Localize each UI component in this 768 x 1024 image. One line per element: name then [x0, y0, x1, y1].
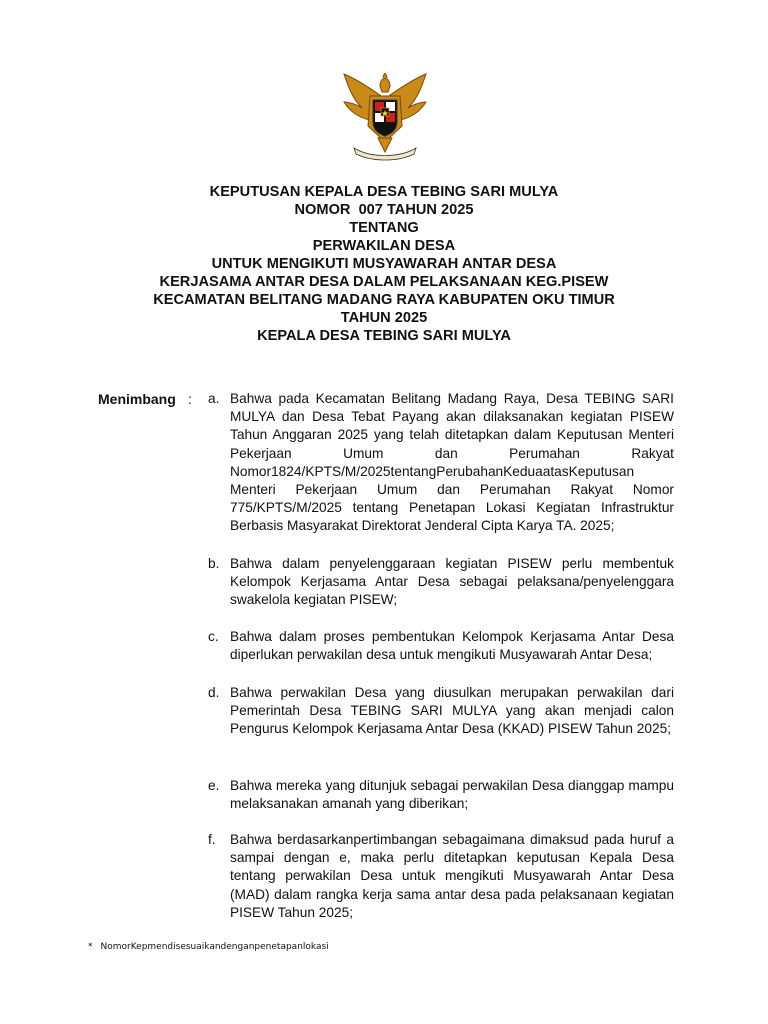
heading-line: PERWAKILAN DESA — [312, 238, 456, 254]
item-text: Bahwa pada Kecamatan Belitang Madang Raya, Desa TEBING SARI MULYA dan Desa Tebat Payang akan dilaksanakan kegiatan PISEW Tahun Anggaran 2025 yang telah ditetapkan dalam Keputusan Menteri Pekerjaan Umum dan Perumahan Rakyat Nomor1824/KPTS/M/2025tentangPerubahanKeduaatasKeputusan Menteri Pekerjaan Umum dan Perumahan Rakyat Nomor 775/KPTS/M/2025 tentang Penetapan Lokasi Kegiatan Infrastruktur Berbasis Masyarakat Direktorat Jenderal Cipta Karya TA. 2025; — [230, 391, 674, 534]
item-letter: a. — [208, 391, 220, 406]
item-text: Bahwa dalam penyelenggaraan kegiatan PISEW perlu membentuk Kelompok Kerjasama Antar Desa sebagai pelaksana/penyelenggara swakelola kegiatan PISEW; — [230, 556, 674, 608]
item-letter: c. — [208, 629, 219, 644]
heading-line: KEPUTUSAN KEPALA DESA TEBING SARI MULYA — [209, 184, 559, 200]
consideration-item-d — [208, 684, 674, 739]
footnote-bullet: * — [88, 942, 93, 952]
menimbang-colon: : — [188, 391, 192, 407]
menimbang-label: Menimbang — [98, 391, 176, 407]
heading-line: TENTANG — [349, 220, 419, 236]
heading-line: KERJASAMA ANTAR DESA DALAM PELAKSANAAN KEG.PISEW — [159, 274, 609, 290]
footnote-text: NomorKepmendisesuaikandenganpenetapanlokasi — [100, 942, 329, 952]
consideration-item-f — [208, 831, 674, 922]
heading-line: KECAMATAN BELITANG MADANG RAYA KABUPATEN OKU TIMUR — [153, 292, 615, 308]
heading-line: KEPALA DESA TEBING SARI MULYA — [257, 328, 511, 344]
footnote — [88, 942, 329, 952]
item-letter: f. — [208, 832, 216, 847]
item-letter: b. — [208, 556, 220, 571]
heading-line: NOMOR 007 TAHUN 2025 — [294, 202, 474, 218]
consideration-item-a — [208, 390, 674, 536]
heading-line: UNTUK MENGIKUTI MUSYAWARAH ANTAR DESA — [211, 256, 557, 272]
item-text: Bahwa perwakilan Desa yang diusulkan merupakan perwakilan dari Pemerintah Desa TEBING SARI MULYA yang akan menjadi calon Pengurus Kelompok Kerjasama Antar Desa (KKAD) PISEW Tahun 2025; — [230, 685, 674, 737]
item-letter: e. — [208, 778, 220, 793]
item-text: Bahwa mereka yang ditunjuk sebagai perwakilan Desa dianggap mampu melaksanakan amanah yang diberikan; — [230, 778, 674, 812]
item-text: Bahwa berdasarkanpertimbangan sebagaimana dimaksud pada huruf a sampai dengan e, maka perlu ditetapkan keputusan Kepala Desa tentang perwakilan Desa untuk mengikuti Musyawarah Antar Desa (MAD) dalam rangka kerja sama antar desa pada pelaksanaan kegiatan PISEW Tahun 2025; — [230, 832, 674, 920]
item-letter: d. — [208, 685, 220, 700]
garuda-emblem-icon — [340, 68, 430, 162]
consideration-item-e — [208, 777, 674, 813]
consideration-item-c — [208, 628, 674, 664]
consideration-item-b — [208, 555, 674, 610]
item-text: Bahwa dalam proses pembentukan Kelompok Kerjasama Antar Desa diperlukan perwakilan desa untuk mengikuti Musyawarah Antar Desa; — [230, 629, 674, 663]
heading-line: TAHUN 2025 — [340, 310, 428, 326]
decree-heading — [0, 183, 768, 345]
